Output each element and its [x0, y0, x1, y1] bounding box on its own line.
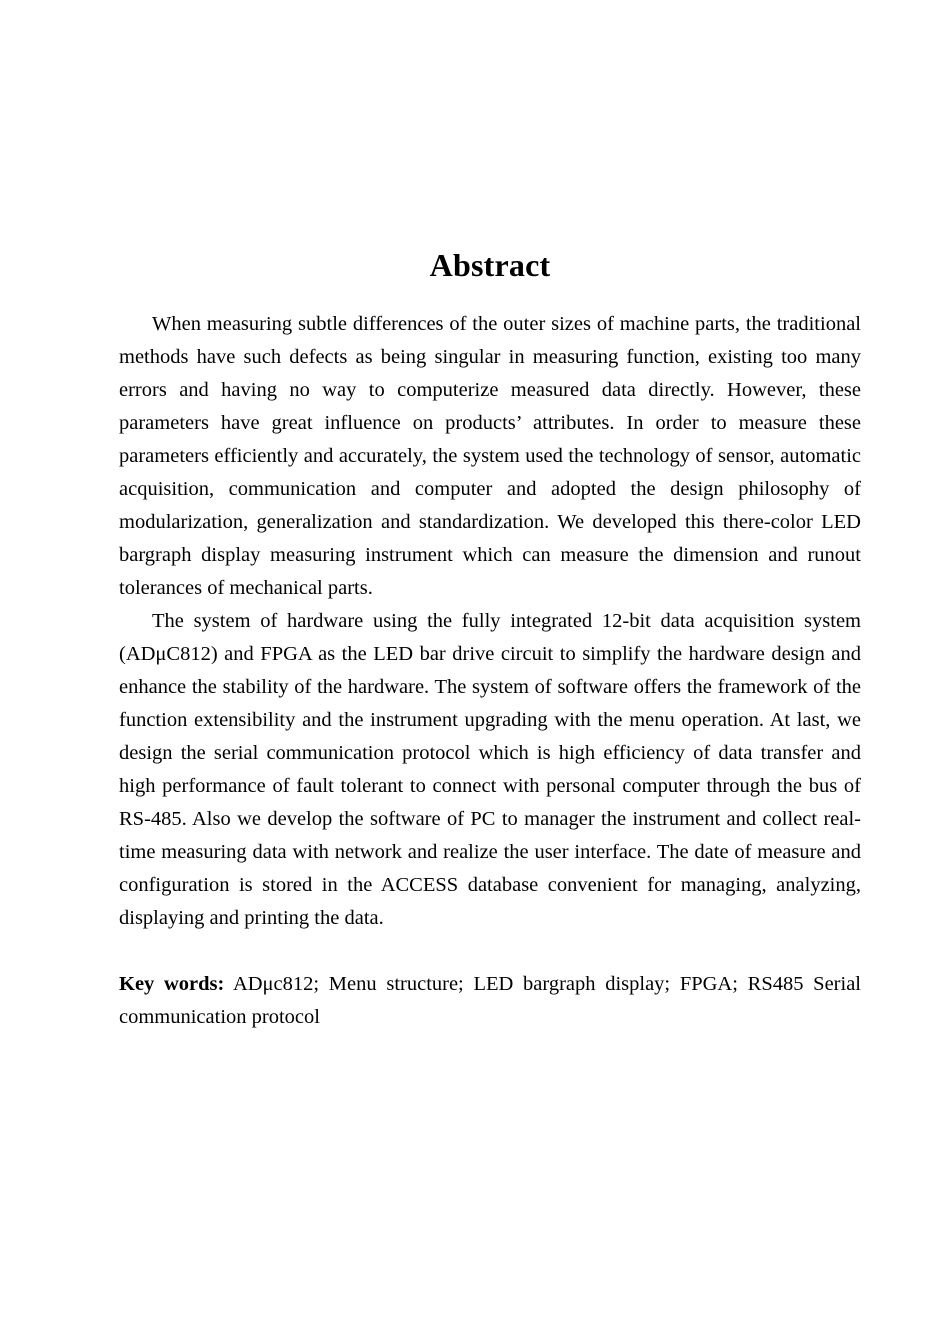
- keywords-text: ADμc812; Menu structure; LED bargraph display; FPGA; RS485 Serial communication protocol: [119, 973, 861, 1028]
- abstract-body: [119, 308, 861, 935]
- abstract-paragraph-1: When measuring subtle differences of the outer sizes of machine parts, the traditional methods have such defects as being singular in measuring function, existing too many errors and having no way to computerize measured data directly. However, these parameters have great influence on products’ attributes. In order to measure these parameters efficiently and accurately, the system used the technology of sensor, automatic acquisition, communication and computer and adopted the design philosophy of modularization, generalization and standardization. We developed this there-color LED bargraph display measuring instrument which can measure the dimension and runout tolerances of mechanical parts.: [119, 313, 861, 599]
- abstract-page: [119, 244, 861, 1034]
- abstract-title: Abstract: [429, 247, 551, 283]
- keywords-label: Key words:: [119, 973, 225, 995]
- keywords-section: [119, 968, 861, 1034]
- abstract-paragraph-2: The system of hardware using the fully integrated 12-bit data acquisition system (ADμC812) and FPGA as the LED bar drive circuit to simplify the hardware design and enhance the stability of the hardware. The system of software offers the framework of the function extensibility and the instrument upgrading with the menu operation. At last, we design the serial communication protocol which is high efficiency of data transfer and high performance of fault tolerant to connect with personal computer through the bus of RS-485. Also we develop the software of PC to manager the instrument and collect real-time measuring data with network and realize the user interface. The date of measure and configuration is stored in the ACCESS database convenient for managing, analyzing, displaying and printing the data.: [119, 610, 861, 929]
